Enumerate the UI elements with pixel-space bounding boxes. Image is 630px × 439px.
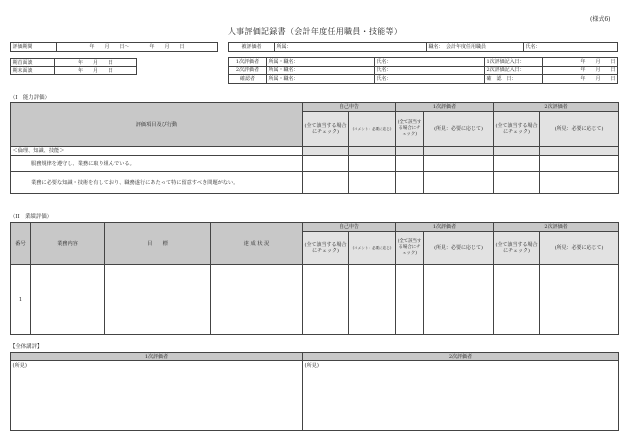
end-interview-date-field[interactable]: 年 月 日	[55, 67, 137, 75]
first-check-box[interactable]	[396, 156, 424, 172]
second-check-box[interactable]	[494, 172, 540, 194]
second-evaluator-label: 2次評価者	[229, 66, 267, 75]
second-check-label: (全て該当する場合にチェック)	[494, 112, 540, 147]
first-check-box[interactable]	[396, 172, 424, 194]
confirmer-date-label: 確 認 日：	[485, 75, 543, 84]
second-opinion-field[interactable]	[540, 156, 619, 172]
self-check-box[interactable]	[303, 172, 349, 194]
confirmer-date-field[interactable]: 年 月 日	[543, 75, 618, 84]
second-check-box[interactable]	[494, 265, 540, 335]
overall-first-field[interactable]: (所見)	[11, 361, 303, 431]
first-evaluator-date-label: 1次評価記入日：	[485, 58, 543, 67]
goal-field[interactable]	[105, 265, 211, 335]
competency-table	[10, 102, 619, 194]
content-header: 業務内容	[31, 223, 105, 265]
section2-heading: （II 業績評価）	[10, 214, 52, 220]
end-interview-label: 期末面談	[11, 67, 55, 75]
confirmer-label: 確認者	[229, 75, 267, 84]
self-check-box[interactable]	[303, 156, 349, 172]
evaluee-name-field[interactable]: 氏名：	[524, 43, 618, 52]
first-opinion-field[interactable]	[424, 156, 494, 172]
self-comment-field[interactable]	[349, 172, 396, 194]
self-comment-label: (コメント：必要に応じ)	[349, 112, 396, 147]
evaluee-post-field[interactable]: 職名： 会計年度任用職員	[427, 43, 524, 52]
first-opinion-label: (所見：必要に応じて)	[424, 112, 494, 147]
first-opinion-field[interactable]	[424, 265, 494, 335]
second-opinion-field[interactable]	[540, 265, 619, 335]
first-evaluator-header: 1次評価者	[396, 223, 494, 232]
page-title: 人事評価記録書（会計年度任用職員・技能等）	[227, 27, 403, 36]
section1-heading: （I 能力評価）	[10, 95, 50, 101]
first-check-label: (全て該当する場合にチェック)	[396, 112, 424, 147]
goal-header: 目 標	[105, 223, 211, 265]
self-header: 自己申告	[303, 223, 396, 232]
first-evaluator-name-field[interactable]: 氏名：	[375, 58, 485, 67]
first-check-label: (全て該当する場合にチェック)	[396, 232, 424, 265]
first-opinion-field[interactable]	[424, 172, 494, 194]
self-comment-label: (コメント：必要に応じ)	[349, 232, 396, 265]
no-header: 番号	[11, 223, 31, 265]
item-header: 評価項目及び行動	[11, 103, 303, 147]
first-evaluator-header: 1次評価者	[396, 103, 494, 112]
second-evaluator-dept-field[interactable]: 所属・職名：	[267, 66, 375, 75]
second-evaluator-header: 2次評価者	[494, 223, 619, 232]
second-check-label: (全て該当する場合にチェック)	[494, 232, 540, 265]
status-field[interactable]	[211, 265, 303, 335]
second-opinion-field[interactable]	[540, 172, 619, 194]
category-label: ＜倫理、知識、技能＞	[11, 147, 303, 156]
first-opinion-label: (所見：必要に応じて)	[424, 232, 494, 265]
content-field[interactable]	[31, 265, 105, 335]
second-evaluator-header: 2次評価者	[494, 103, 619, 112]
overall-second-field[interactable]: (所見)	[303, 361, 619, 431]
interview-table	[10, 58, 137, 75]
start-interview-label: 期首面談	[11, 59, 55, 67]
evaluee-dept-field[interactable]: 所属：	[275, 43, 427, 52]
overall-table	[10, 352, 619, 431]
first-evaluator-label: 1次評価者	[229, 58, 267, 67]
second-evaluator-name-field[interactable]: 氏名：	[375, 66, 485, 75]
self-header: 自己申告	[303, 103, 396, 112]
second-check-box[interactable]	[494, 156, 540, 172]
confirmer-dept-field[interactable]: 所属・職名：	[267, 75, 375, 84]
performance-table	[10, 222, 619, 335]
first-evaluator-dept-field[interactable]: 所属・職名：	[267, 58, 375, 67]
evaluators-table	[228, 57, 618, 84]
self-check-label: (全て該当する場合にチェック)	[303, 112, 349, 147]
period-label: 評価期間	[11, 43, 57, 52]
overall-first-header: 1次評価者	[11, 353, 303, 361]
second-evaluator-date-field[interactable]: 年 月 日	[543, 66, 618, 75]
section3-heading: 【全体講評】	[10, 344, 43, 350]
row-number: 1	[11, 265, 31, 335]
start-interview-date-field[interactable]: 年 月 日	[55, 59, 137, 67]
self-comment-field[interactable]	[349, 265, 396, 335]
competency-item: 業務に必要な知識・技術を有しており、職務遂行にあたって特に留意すべき問題がない。	[11, 172, 303, 194]
self-check-box[interactable]	[303, 265, 349, 335]
status-header: 達 成 状 況	[211, 223, 303, 265]
first-check-box[interactable]	[396, 265, 424, 335]
second-opinion-label: (所見：必要に応じて)	[540, 232, 619, 265]
self-check-label: (全て該当する場合にチェック)	[303, 232, 349, 265]
second-opinion-label: (所見：必要に応じて)	[540, 112, 619, 147]
evaluee-table	[228, 42, 618, 52]
period-value-field[interactable]: 年 月 日〜 年 月 日	[57, 43, 218, 52]
self-comment-field[interactable]	[349, 156, 396, 172]
overall-second-header: 2次評価者	[303, 353, 619, 361]
competency-item: 服務規律を遵守し、業務に取り組んでいる。	[11, 156, 303, 172]
evaluee-label: 被評価者	[229, 43, 275, 52]
first-evaluator-date-field[interactable]: 年 月 日	[543, 58, 618, 67]
second-evaluator-date-label: 2次評価記入日：	[485, 66, 543, 75]
period-table	[10, 42, 218, 52]
confirmer-name-field[interactable]: 氏名：	[375, 75, 485, 84]
form-number: (様式6)	[590, 16, 611, 23]
